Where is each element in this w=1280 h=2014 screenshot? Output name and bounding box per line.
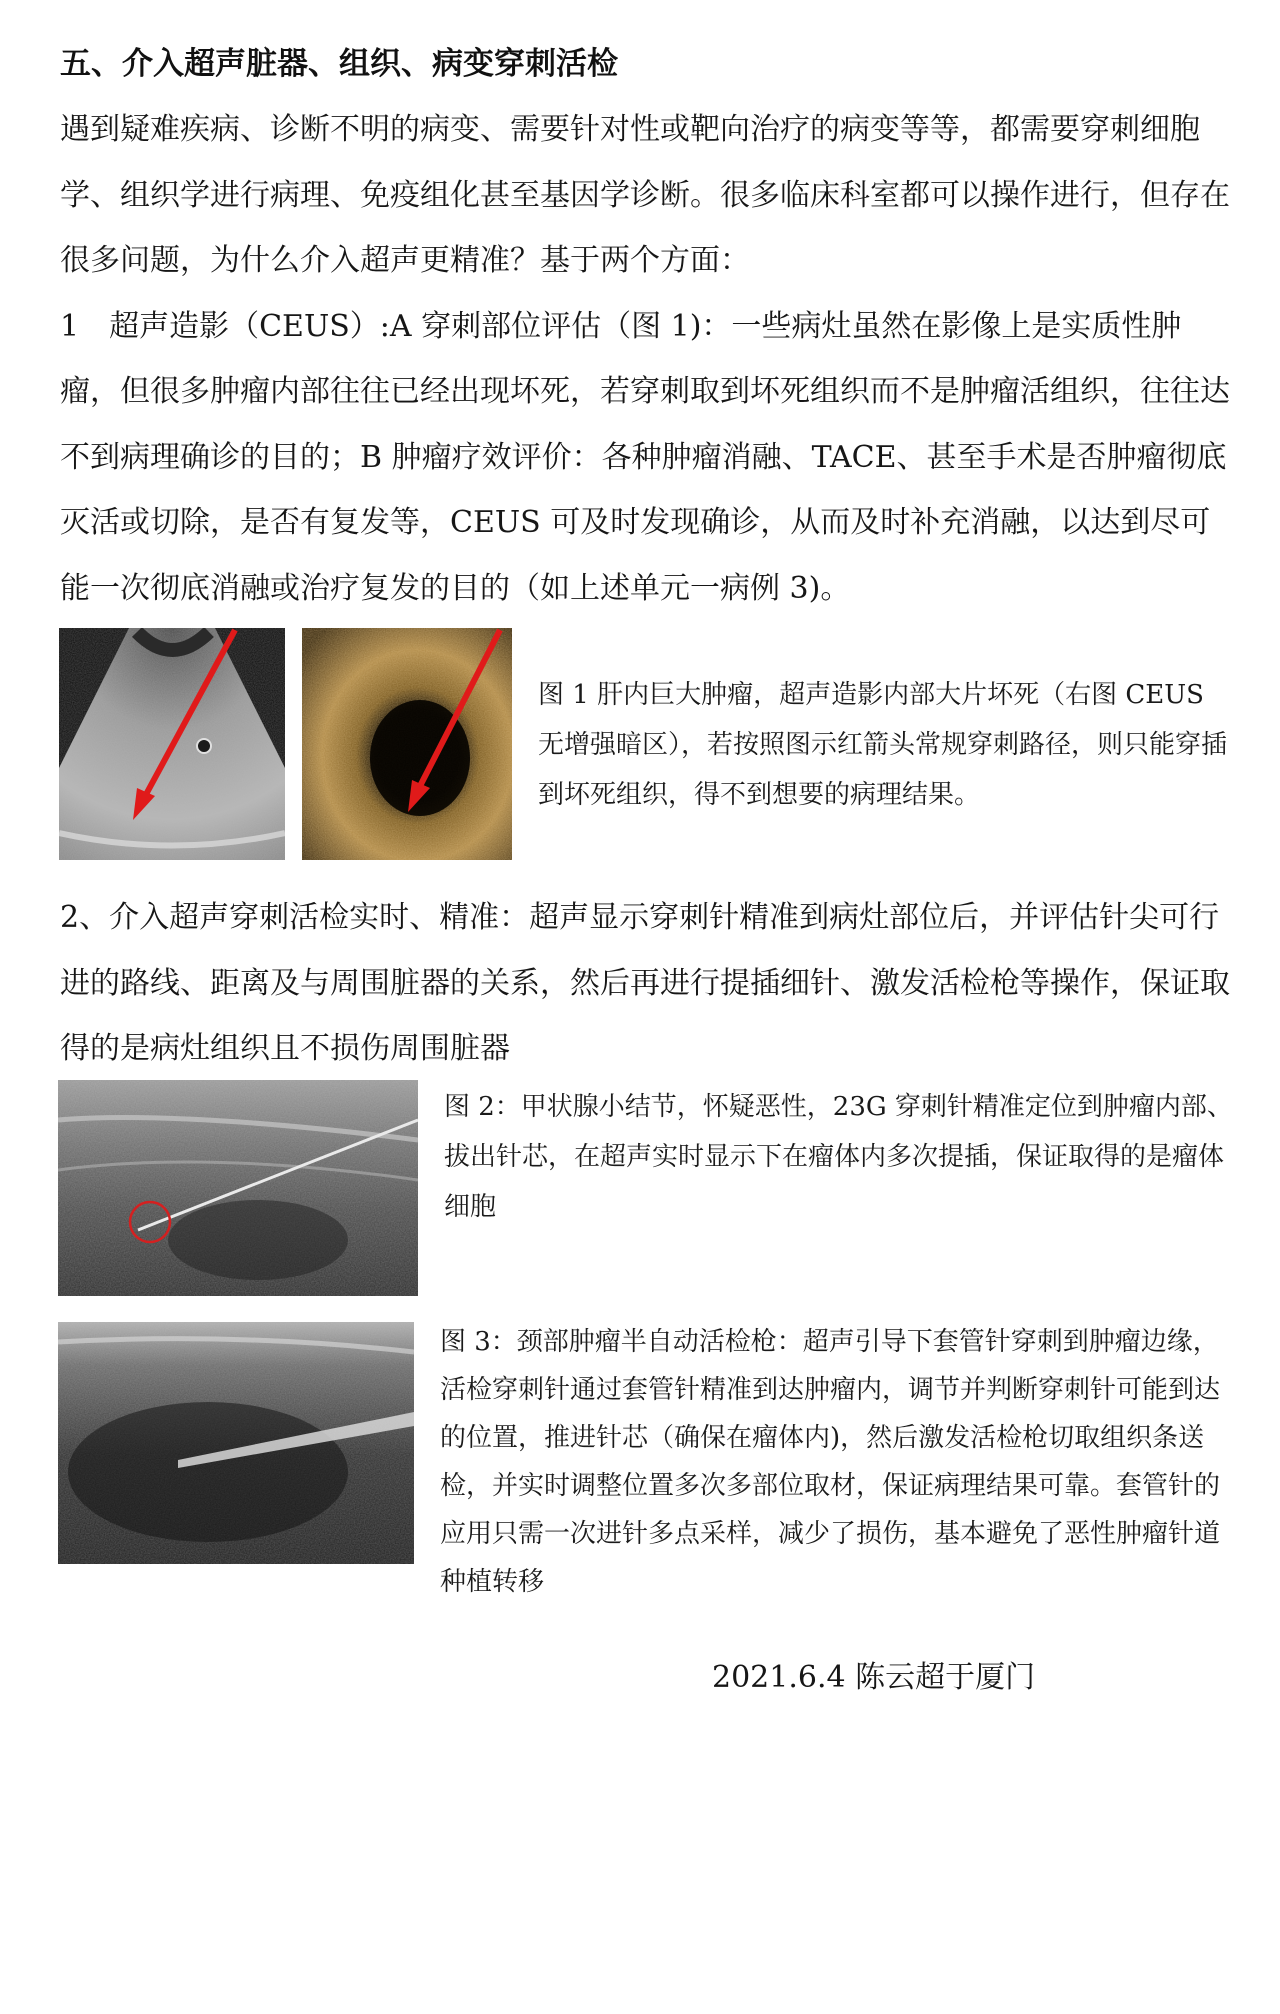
intro-text: 遇到疑难疾病、诊断不明的病变、需要针对性或靶向治疗的病变等等，都需要穿刺细胞学、组织学进行病理、免疫组化甚至基因学诊断。很多临床科室都可以操作进行，但存在很多问题，为什么介入超声更精准？基于两个方面： [60, 112, 1230, 278]
figure-3-neck-ultrasound [58, 1322, 414, 1564]
figure-2-caption: 图 2：甲状腺小结节，怀疑恶性，23G 穿刺针精准定位到肿瘤内部、拔出针芯，在超声实时显示下在瘤体内多次提插，保证取得的是瘤体细胞 [444, 1092, 1233, 1222]
signature-date: 2021.6.4 陈云超于厦门 [712, 1660, 1036, 1695]
figure-1-bmode-ultrasound [59, 628, 285, 860]
intro-paragraph [60, 97, 1240, 621]
figure-3-caption: 图 3：颈部肿瘤半自动活检枪：超声引导下套管针穿刺到肿瘤边缘，活检穿刺针通过套管针精准到达肿瘤内，调节并判断穿刺针可能到达的位置，推进针芯（确保在瘤体内)，然后激发活检枪切取组织条送检，并实时调整位置多次多部位取材，保证病理结果可靠。套管针的应用只需一次进针多点采样，减少了损伤，基本避免了恶性肿瘤针道种植转移 [440, 1327, 1221, 1597]
figure-1-caption: 图 1 肝内巨大肿瘤，超声造影内部大片坏死（右图 CEUS 无增强暗区），若按照图示红箭头常规穿刺路径，则只能穿插到坏死组织，得不到想要的病理结果。 [538, 680, 1228, 810]
point-1-text: 1 超声造影（CEUS）:A 穿刺部位评估（图 1)：一些病灶虽然在影像上是实质性肿瘤，但很多肿瘤内部往往已经出现坏死，若穿刺取到坏死组织而不是肿瘤活组织，往往达不到病理确诊的目的；B 肿瘤疗效评价：各种肿瘤消融、TACE、甚至手术是否肿瘤彻底灭活或切除，是否有复发等，CEUS 可及时发现确诊，从而及时补充消融，以达到尽可能一次彻底消融或治疗复发的目的（如上述单元一病例 3)。 [60, 308, 1230, 606]
point-2-paragraph: 2、介入超声穿刺活检实时、精准：超声显示穿刺针精准到病灶部位后，并评估针尖可行进的路线、距离及与周围脏器的关系，然后再进行提插细针、激发活检枪等操作，保证取得的是病灶组织且不损伤周围脏器 [60, 900, 1230, 1066]
figure-2-thyroid-ultrasound [58, 1080, 418, 1296]
figure-1-ceus-ultrasound [302, 628, 512, 860]
section-heading: 五、介入超声脏器、组织、病变穿刺活检 [60, 46, 618, 82]
